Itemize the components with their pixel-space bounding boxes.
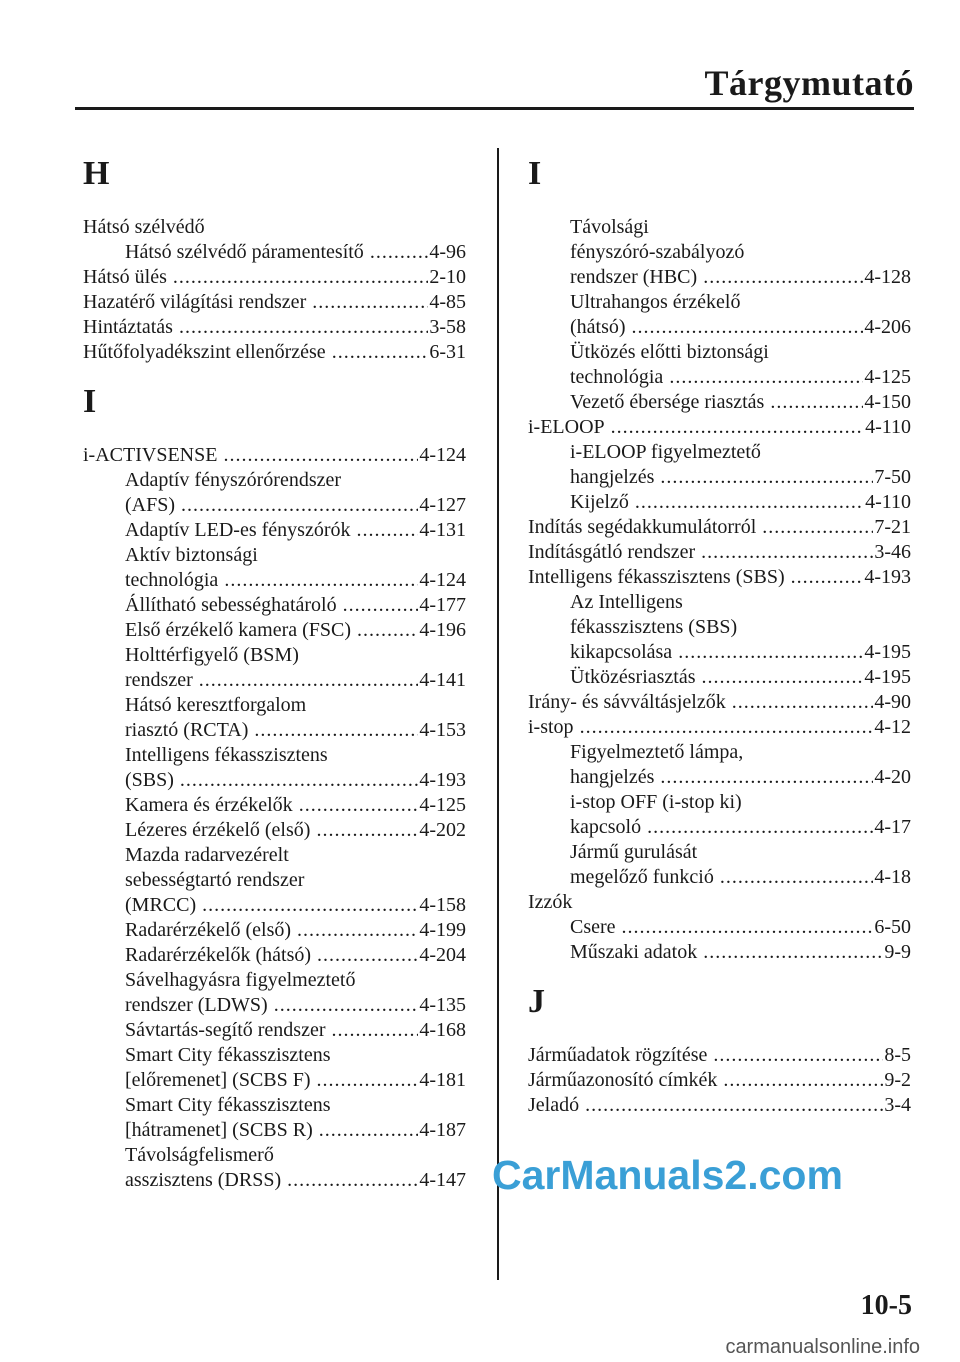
entry-text: technológia [570, 366, 664, 388]
entry-text: Ütközésriasztás [570, 666, 696, 688]
index-entry [83, 315, 466, 340]
index-subentry [528, 790, 911, 815]
index-subentry [83, 943, 466, 968]
index-entry [528, 715, 911, 740]
index-subentry [83, 918, 466, 943]
index-subentry [83, 1043, 466, 1068]
dot-leader [720, 865, 873, 890]
entry-text: Sávelhagyásra figyelmeztető [125, 969, 356, 991]
index-entry [83, 290, 466, 315]
index-subentry [528, 665, 911, 690]
entry-text: Kijelző [570, 491, 629, 513]
section-letter: I [528, 155, 542, 192]
dot-leader [317, 1068, 419, 1093]
index-entry-list [83, 443, 466, 1193]
entry-text: Járműazonosító címkék [528, 1069, 718, 1091]
index-column-left [83, 155, 466, 1211]
entry-page-ref: 4-135 [419, 994, 466, 1016]
entry-page-ref: 4-193 [864, 566, 911, 588]
entry-page-ref: 4-90 [874, 691, 911, 713]
entry-text: sebességtartó rendszer [125, 869, 305, 891]
dot-leader [319, 1118, 419, 1143]
entry-text: (AFS) [125, 494, 176, 516]
index-subentry [528, 865, 911, 890]
index-subentry [528, 840, 911, 865]
entry-page-ref: 4-96 [429, 241, 466, 263]
entry-page-ref: 9-9 [884, 941, 911, 963]
index-subentry [528, 465, 911, 490]
index-subentry [528, 940, 911, 965]
index-subentry [83, 668, 466, 693]
entry-text: Csere [570, 916, 616, 938]
entry-text: Járműadatok rögzítése [528, 1044, 708, 1066]
index-subentry [528, 390, 911, 415]
dot-leader [312, 290, 428, 315]
index-subentry [83, 1018, 466, 1043]
dot-leader [732, 690, 874, 715]
dot-leader [770, 390, 863, 415]
index-entry [528, 1043, 911, 1068]
entry-page-ref: 4-193 [419, 769, 466, 791]
entry-text: Műszaki adatok [570, 941, 698, 963]
entry-text: Smart City fékasszisztens [125, 1094, 331, 1116]
dot-leader [199, 668, 419, 693]
entry-page-ref: 4-20 [874, 766, 911, 788]
index-subentry [83, 568, 466, 593]
entry-page-ref: 4-206 [864, 316, 911, 338]
entry-text: i-stop OFF (i-stop ki) [570, 791, 742, 813]
entry-text: i-ELOOP figyelmeztető [570, 441, 761, 463]
dot-leader [791, 565, 864, 590]
index-subentry [83, 968, 466, 993]
page-title: Tárgymutató [704, 63, 914, 103]
dot-leader [287, 1168, 418, 1193]
dot-leader [316, 818, 418, 843]
index-subentry [83, 768, 466, 793]
entry-text: Hátsó ülés [83, 266, 167, 288]
index-subentry [528, 315, 911, 340]
index-subentry [83, 793, 466, 818]
entry-page-ref: 7-50 [874, 466, 911, 488]
page-number: 10-5 [860, 1290, 912, 1321]
entry-text: Hintáztatás [83, 316, 173, 338]
entry-text: Hátsó szélvédő [83, 216, 205, 238]
entry-page-ref: 6-31 [429, 341, 466, 363]
index-subentry [83, 240, 466, 265]
dot-leader [622, 915, 874, 940]
index-entry [528, 1093, 911, 1118]
column-divider [497, 148, 499, 1280]
entry-text: (hátsó) [570, 316, 626, 338]
entry-page-ref: 4-150 [864, 391, 911, 413]
dot-leader [317, 943, 418, 968]
entry-text: [előremenet] (SCBS F) [125, 1069, 311, 1091]
entry-page-ref: 4-195 [864, 641, 911, 663]
entry-text: i-ACTIVSENSE [83, 444, 218, 466]
dot-leader [669, 365, 863, 390]
index-entry [528, 890, 911, 915]
index-subentry [528, 490, 911, 515]
entry-text: Holttérfigyelő (BSM) [125, 644, 299, 666]
dot-leader [202, 893, 418, 918]
dot-leader [297, 918, 418, 943]
entry-text: Hátsó keresztforgalom [125, 694, 307, 716]
entry-text: Smart City fékasszisztens [125, 1044, 331, 1066]
entry-text: Radarérzékelők (hátsó) [125, 944, 312, 966]
footer-site-link[interactable]: carmanualsonline.info [725, 1336, 920, 1358]
entry-page-ref: 3-58 [429, 316, 466, 338]
entry-page-ref: 4-125 [419, 794, 466, 816]
dot-leader [179, 315, 428, 340]
dot-leader [223, 443, 418, 468]
entry-page-ref: 4-131 [419, 519, 466, 541]
entry-page-ref: 4-187 [419, 1119, 466, 1141]
index-subentry [83, 818, 466, 843]
dot-leader [370, 240, 429, 265]
entry-text: Indításgátló rendszer [528, 541, 696, 563]
dot-leader [703, 265, 863, 290]
entry-page-ref: 4-204 [419, 944, 466, 966]
entry-page-ref: 4-127 [419, 494, 466, 516]
entry-text: Intelligens fékasszisztens [125, 744, 328, 766]
entry-text: technológia [125, 569, 219, 591]
entry-text: Hűtőfolyadékszint ellenőrzése [83, 341, 326, 363]
index-subentry [528, 440, 911, 465]
entry-page-ref: 4-110 [865, 416, 911, 438]
index-subentry [528, 815, 911, 840]
entry-text: kapcsoló [570, 816, 642, 838]
entry-text: hangjelzés [570, 466, 655, 488]
watermark: CarManuals2.com [492, 1152, 843, 1198]
entry-text: Az Intelligens [570, 591, 683, 613]
index-subentry [528, 590, 911, 615]
entry-text: Aktív biztonsági [125, 544, 258, 566]
entry-text: Állítható sebességhatároló [125, 594, 337, 616]
dot-leader [357, 518, 419, 543]
dot-leader [180, 768, 418, 793]
index-subentry [528, 365, 911, 390]
entry-text: asszisztens (DRSS) [125, 1169, 282, 1191]
entry-text: riasztó (RCTA) [125, 719, 249, 741]
entry-page-ref: 4-12 [874, 716, 911, 738]
index-entry-list [83, 215, 466, 365]
entry-text: Figyelmeztető lámpa, [570, 741, 744, 763]
section-letter: I [83, 383, 97, 420]
entry-page-ref: 4-85 [429, 291, 466, 313]
entry-page-ref: 4-177 [419, 594, 466, 616]
entry-text: Intelligens fékasszisztens (SBS) [528, 566, 785, 588]
index-subentry [528, 215, 911, 240]
dot-leader [702, 665, 864, 690]
index-entry-list [528, 1043, 911, 1118]
dot-leader [331, 1018, 418, 1043]
index-subentry [528, 265, 911, 290]
index-entry [83, 215, 466, 240]
dot-leader [647, 815, 873, 840]
dot-leader [632, 315, 864, 340]
entry-text: Vezető ébersége riasztás [570, 391, 765, 413]
entry-page-ref: 4-195 [864, 666, 911, 688]
entry-page-ref: 4-202 [419, 819, 466, 841]
dot-leader [713, 1043, 883, 1068]
dot-leader [580, 715, 874, 740]
index-subentry [83, 843, 466, 868]
index-entry [528, 690, 911, 715]
title-rule [75, 107, 914, 110]
dot-leader [254, 718, 418, 743]
entry-page-ref: 2-10 [429, 266, 466, 288]
dot-leader [173, 265, 428, 290]
entry-page-ref: 4-141 [419, 669, 466, 691]
entry-page-ref: 4-124 [419, 444, 466, 466]
index-subentry [83, 1143, 466, 1168]
entry-page-ref: 4-18 [874, 866, 911, 888]
index-column-right [528, 155, 911, 1136]
index-entry [528, 515, 911, 540]
dot-leader [181, 493, 418, 518]
entry-page-ref: 4-196 [419, 619, 466, 641]
index-subentry [83, 693, 466, 718]
entry-page-ref: 3-4 [884, 1094, 911, 1116]
section-letter: H [83, 155, 110, 192]
dot-leader [703, 940, 883, 965]
entry-text: fényszóró-szabályozó [570, 241, 745, 263]
entry-text: Távolságfelismerő [125, 1144, 274, 1166]
entry-text: Ultrahangos érzékelő [570, 291, 741, 313]
dot-leader [299, 793, 419, 818]
index-subentry [528, 740, 911, 765]
index-entry [528, 565, 911, 590]
dot-leader [224, 568, 418, 593]
index-subentry [528, 640, 911, 665]
entry-page-ref: 8-5 [884, 1044, 911, 1066]
index-subentry [83, 518, 466, 543]
index-subentry [83, 543, 466, 568]
entry-text: Izzók [528, 891, 573, 913]
index-subentry [83, 1168, 466, 1193]
entry-page-ref: 7-21 [874, 516, 911, 538]
dot-leader [762, 515, 873, 540]
index-subentry [83, 643, 466, 668]
index-entry [83, 265, 466, 290]
entry-page-ref: 4-147 [419, 1169, 466, 1191]
entry-text: Indítás segédakkumulátorról [528, 516, 757, 538]
index-subentry [528, 765, 911, 790]
index-subentry [528, 340, 911, 365]
entry-page-ref: 9-2 [884, 1069, 911, 1091]
entry-page-ref: 4-153 [419, 719, 466, 741]
dot-leader [660, 765, 873, 790]
entry-text: Távolsági [570, 216, 649, 238]
entry-text: Adaptív LED-es fényszórók [125, 519, 351, 541]
entry-text: Jeladó [528, 1094, 580, 1116]
entry-text: i-stop [528, 716, 574, 738]
entry-text: rendszer (LDWS) [125, 994, 268, 1016]
index-subentry [528, 240, 911, 265]
index-subentry [83, 993, 466, 1018]
index-subentry [83, 868, 466, 893]
index-entry-list [528, 215, 911, 965]
entry-page-ref: 3-46 [874, 541, 911, 563]
index-subentry [528, 615, 911, 640]
entry-text: Mazda radarvezérelt [125, 844, 289, 866]
entry-text: rendszer [125, 669, 193, 691]
index-entry [528, 415, 911, 440]
entry-text: Sávtartás-segítő rendszer [125, 1019, 326, 1041]
entry-page-ref: 4-17 [874, 816, 911, 838]
dot-leader [332, 340, 429, 365]
entry-page-ref: 4-199 [419, 919, 466, 941]
index-entry [528, 540, 911, 565]
index-subentry [528, 290, 911, 315]
entry-text: Hazatérő világítási rendszer [83, 291, 307, 313]
index-entry [528, 1068, 911, 1093]
dot-leader [585, 1093, 883, 1118]
entry-text: Ütközés előtti biztonsági [570, 341, 769, 363]
entry-page-ref: 4-128 [864, 266, 911, 288]
dot-leader [357, 618, 418, 643]
entry-page-ref: 4-125 [864, 366, 911, 388]
entry-page-ref: 4-181 [419, 1069, 466, 1091]
index-subentry [528, 915, 911, 940]
entry-text: Lézeres érzékelő (első) [125, 819, 311, 841]
entry-text: Adaptív fényszórórendszer [125, 469, 342, 491]
index-subentry [83, 1068, 466, 1093]
entry-text: Radarérzékelő (első) [125, 919, 292, 941]
entry-text: Irány- és sávváltásjelzők [528, 691, 726, 713]
entry-text: (SBS) [125, 769, 174, 791]
entry-text: [hátramenet] (SCBS R) [125, 1119, 313, 1141]
dot-leader [611, 415, 864, 440]
entry-page-ref: 6-50 [874, 916, 911, 938]
index-subentry [83, 893, 466, 918]
index-subentry [83, 718, 466, 743]
entry-page-ref: 4-110 [865, 491, 911, 513]
entry-text: Első érzékelő kamera (FSC) [125, 619, 352, 641]
entry-page-ref: 4-158 [419, 894, 466, 916]
index-subentry [83, 468, 466, 493]
entry-text: Hátsó szélvédő páramentesítő [125, 241, 364, 263]
index-subentry [83, 1093, 466, 1118]
entry-text: fékasszisztens (SBS) [570, 616, 738, 638]
dot-leader [701, 540, 873, 565]
section-letter: J [528, 983, 545, 1020]
entry-text: i-ELOOP [528, 416, 605, 438]
entry-text: kikapcsolása [570, 641, 673, 663]
dot-leader [274, 993, 419, 1018]
entry-text: rendszer (HBC) [570, 266, 698, 288]
dot-leader [660, 465, 873, 490]
entry-page-ref: 4-124 [419, 569, 466, 591]
entry-page-ref: 4-168 [419, 1019, 466, 1041]
entry-text: hangjelzés [570, 766, 655, 788]
dot-leader [678, 640, 863, 665]
dot-leader [723, 1068, 883, 1093]
index-entry [83, 340, 466, 365]
index-subentry [83, 493, 466, 518]
dot-leader [343, 593, 419, 618]
dot-leader [635, 490, 864, 515]
index-subentry [83, 593, 466, 618]
entry-text: Jármű gurulását [570, 841, 698, 863]
index-entry [83, 443, 466, 468]
index-subentry [83, 1118, 466, 1143]
index-subentry [83, 743, 466, 768]
entry-text: megelőző funkció [570, 866, 714, 888]
entry-text: (MRCC) [125, 894, 197, 916]
entry-text: Kamera és érzékelők [125, 794, 293, 816]
index-subentry [83, 618, 466, 643]
